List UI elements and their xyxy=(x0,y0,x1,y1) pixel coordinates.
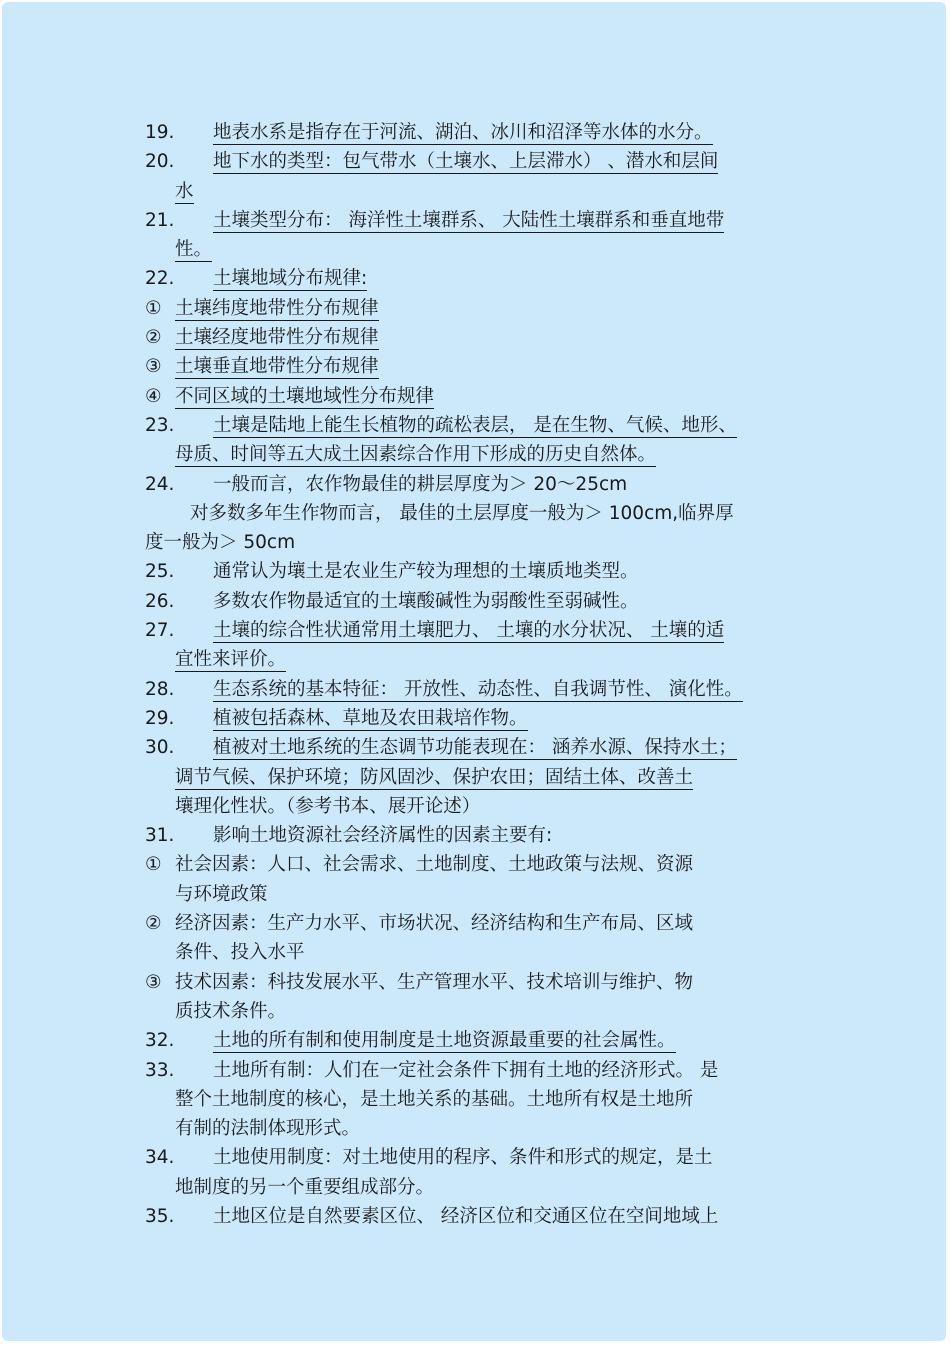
item-text: 土壤是陆地上能生长植物的疏松表层， 是在生物、气候、地形、 xyxy=(213,414,737,436)
item-text: 生态系统的基本特征： 开放性、动态性、自我调节性、 演化性。 xyxy=(213,678,743,700)
sub-item-social-continued xyxy=(145,880,810,909)
item-number: 26. xyxy=(145,590,175,612)
list-item-33 xyxy=(145,1056,810,1085)
list-item-24-continued xyxy=(145,499,810,528)
sub-item-economic-continued xyxy=(145,938,810,967)
item-text: 一般而言，农作物最佳的耕层厚度为＞ 20～25cm xyxy=(213,473,628,495)
item-text: 土壤的综合性状通常用土壤肥力、 土壤的水分状况、 土壤的适 xyxy=(213,620,725,642)
item-text: 多数农作物最适宜的土壤酸碱性为弱酸性至弱碱性。 xyxy=(213,590,639,612)
sub-item-technical-continued xyxy=(145,997,810,1026)
list-item-32 xyxy=(145,1026,810,1055)
item-number: 29. xyxy=(145,707,175,729)
item-text: 宜性来评价。 xyxy=(175,649,287,671)
item-number: 27. xyxy=(145,620,175,642)
list-item-31 xyxy=(145,821,810,850)
sub-item-technical xyxy=(145,968,810,997)
item-text: 土壤类型分布： 海洋性土壤群系、 大陆性土壤群系和垂直地带 xyxy=(213,209,725,231)
sub-item-2 xyxy=(145,323,810,352)
list-item-21-continued xyxy=(145,235,810,264)
list-item-30-continued-2 xyxy=(145,792,810,821)
item-text: 土地使用制度：对土地使用的程序、条件和形式的规定，是土 xyxy=(213,1147,713,1169)
item-number: 19. xyxy=(145,122,175,143)
list-item-30 xyxy=(145,733,810,762)
list-item-34 xyxy=(145,1143,810,1172)
list-item-20-continued xyxy=(145,177,810,206)
item-text: 条件、投入水平 xyxy=(175,942,305,964)
list-item-29 xyxy=(145,704,810,733)
sub-item-economic xyxy=(145,909,810,938)
item-number: 25. xyxy=(145,561,175,583)
item-text: 通常认为壤土是农业生产较为理想的土壤质地类型。 xyxy=(213,561,639,583)
item-text: 对多数多年生作物而言， 最佳的土层厚度一般为＞ 100cm,临界厚 xyxy=(190,502,734,524)
circled-number: ① xyxy=(145,854,162,876)
list-item-35 xyxy=(145,1202,810,1231)
item-text: 土地的所有制和使用制度是土地资源最重要的社会属性。 xyxy=(213,1030,676,1052)
list-item-27 xyxy=(145,616,810,645)
list-item-27-continued xyxy=(145,645,810,674)
list-item-25 xyxy=(145,557,810,586)
item-text: 地下水的类型：包气带水（土壤水、上层滞水） 、潜水和层间 xyxy=(213,151,719,173)
item-number: 22. xyxy=(145,268,175,290)
list-item-20 xyxy=(145,147,810,176)
item-text: 壤理化性状。（参考书本、展开论述） xyxy=(175,795,481,817)
item-number: 24. xyxy=(145,473,175,495)
circled-number: ③ xyxy=(145,971,162,993)
item-number: 35. xyxy=(145,1205,175,1227)
list-item-22 xyxy=(145,264,810,293)
list-item-26 xyxy=(145,587,810,616)
item-text: 土壤纬度地带性分布规律 xyxy=(175,297,379,319)
item-number: 21. xyxy=(145,209,175,231)
item-text: 质技术条件。 xyxy=(175,1000,287,1022)
list-item-21 xyxy=(145,206,810,235)
item-text: 地制度的另一个重要组成部分。 xyxy=(175,1176,435,1198)
item-text: 技术因素：科技发展水平、生产管理水平、技术培训与维护、物 xyxy=(175,971,694,993)
item-text: 土地区位是自然要素区位、 经济区位和交通区位在空间地域上 xyxy=(213,1205,719,1227)
list-item-23 xyxy=(145,411,810,440)
list-item-28 xyxy=(145,675,810,704)
item-number: 20. xyxy=(145,151,175,173)
item-number: 23. xyxy=(145,414,175,436)
item-text: 与环境政策 xyxy=(175,883,268,905)
item-text: 整个土地制度的核心，是土地关系的基础。土地所有权是土地所 xyxy=(175,1088,694,1110)
circled-number: ④ xyxy=(145,385,162,407)
item-number: 32. xyxy=(145,1030,175,1052)
item-text: 性。 xyxy=(175,239,213,261)
sub-item-1 xyxy=(145,294,810,323)
item-number: 33. xyxy=(145,1059,175,1081)
item-number: 34. xyxy=(145,1147,175,1169)
item-text: 植被对土地系统的生态调节功能表现在： 涵养水源、保持水土； xyxy=(213,737,737,759)
sub-item-social xyxy=(145,850,810,879)
item-number: 31. xyxy=(145,825,175,847)
item-text: 土壤经度地带性分布规律 xyxy=(175,327,379,349)
circled-number: ② xyxy=(145,327,162,349)
item-text: 地表水系是指存在于河流、湖泊、冰川和沼泽等水体的水分。 xyxy=(213,122,713,143)
item-text: 调节气候、保护环境；防风固沙、保护农田；固结土体、改善土 xyxy=(175,766,694,788)
document-page xyxy=(2,2,946,1341)
list-item-24 xyxy=(145,470,810,499)
list-item-33-continued xyxy=(145,1085,810,1114)
item-text: 土地所有制：人们在一定社会条件下拥有土地的经济形式。 是 xyxy=(213,1059,719,1081)
item-text: 母质、时间等五大成土因素综合作用下形成的历史自然体。 xyxy=(175,444,657,466)
item-number: 28. xyxy=(145,678,175,700)
list-item-24-continued-2 xyxy=(145,528,810,557)
circled-number: ① xyxy=(145,297,162,319)
item-text: 土壤地域分布规律: xyxy=(213,268,368,290)
item-number: 30. xyxy=(145,737,175,759)
sub-item-4 xyxy=(145,382,810,411)
item-text: 度一般为＞ 50cm xyxy=(145,532,296,554)
document-body xyxy=(145,118,810,1231)
list-item-23-continued xyxy=(145,440,810,469)
item-text: 有制的法制体现形式。 xyxy=(175,1118,361,1140)
circled-number: ② xyxy=(145,913,162,935)
item-text: 水 xyxy=(175,180,194,202)
list-item-19 xyxy=(145,118,810,147)
list-item-33-continued-2 xyxy=(145,1114,810,1143)
item-text: 社会因素：人口、社会需求、土地制度、土地政策与法规、资源 xyxy=(175,854,694,876)
circled-number: ③ xyxy=(145,356,162,378)
list-item-30-continued xyxy=(145,763,810,792)
list-item-34-continued xyxy=(145,1173,810,1202)
item-text: 植被包括森林、草地及农田栽培作物。 xyxy=(213,707,528,729)
item-text: 土壤垂直地带性分布规律 xyxy=(175,356,379,378)
item-text: 影响土地资源社会经济属性的因素主要有: xyxy=(213,825,553,847)
item-text: 不同区域的土壤地域性分布规律 xyxy=(175,385,435,407)
item-text: 经济因素：生产力水平、市场状况、经济结构和生产布局、区域 xyxy=(175,913,694,935)
sub-item-3 xyxy=(145,352,810,381)
